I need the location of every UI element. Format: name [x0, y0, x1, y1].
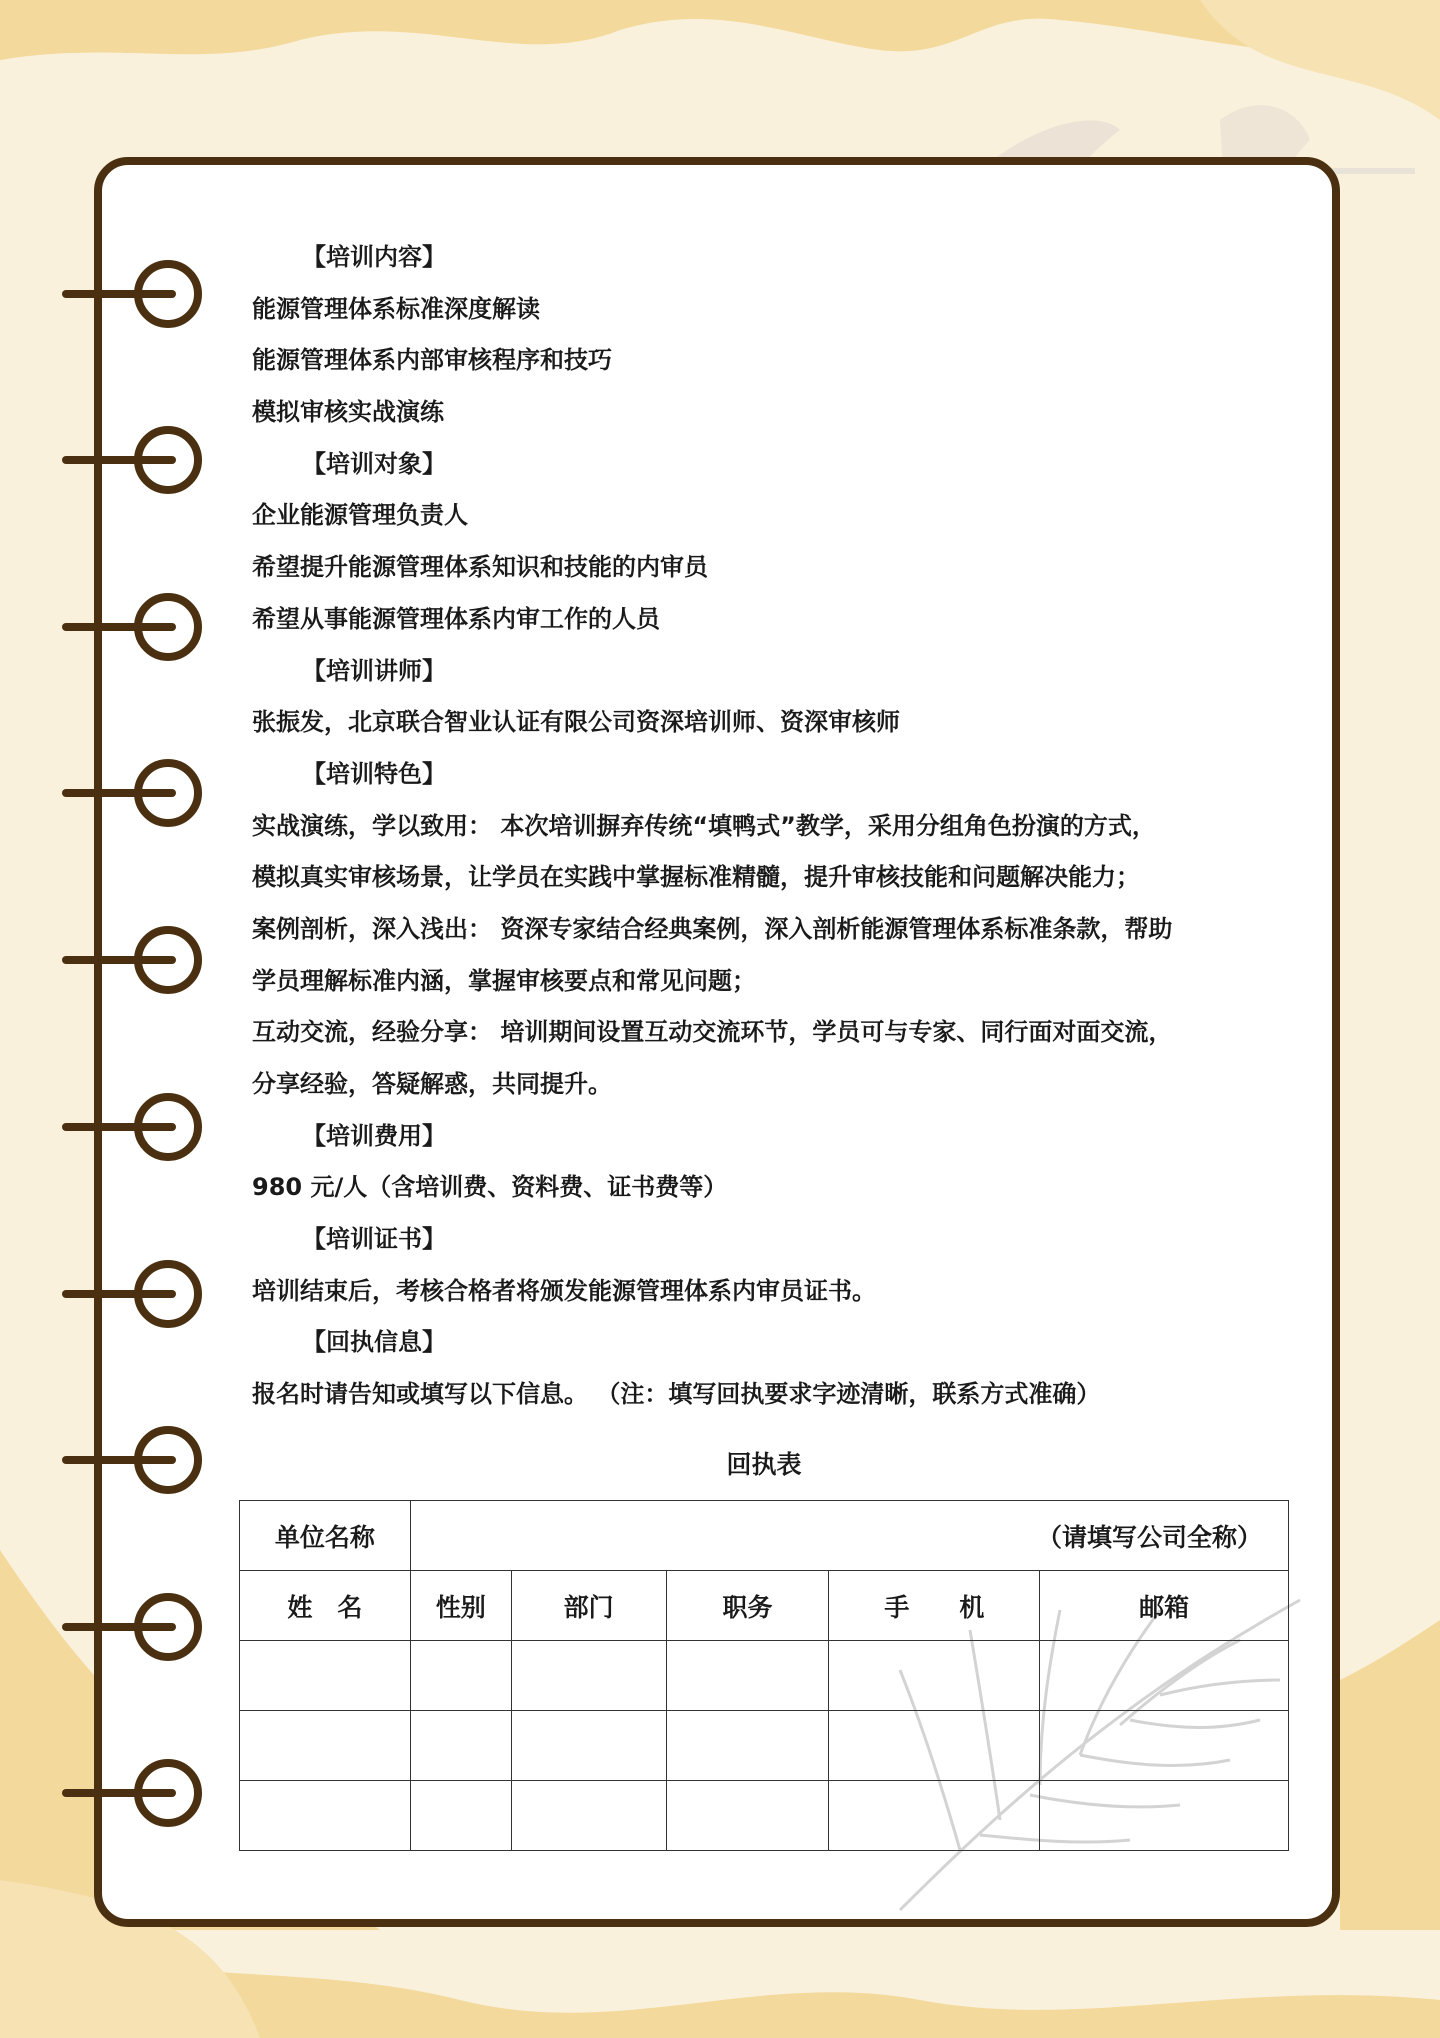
table-row [240, 1711, 1289, 1781]
binder-ring-icon [62, 1753, 212, 1833]
binder-ring-icon [62, 1587, 212, 1667]
binder-ring-icon [62, 587, 212, 667]
audience-line: 希望从事能源管理体系内审工作的人员 [252, 604, 660, 633]
section-heading-certificate: 【培训证书】 [302, 1225, 446, 1254]
position-cell[interactable] [666, 1641, 829, 1711]
email-cell[interactable] [1040, 1711, 1289, 1781]
department-cell[interactable] [511, 1711, 666, 1781]
table-header-row [240, 1571, 1289, 1641]
department-cell[interactable] [511, 1781, 666, 1851]
lecturer-line: 张振发，北京联合智业认证有限公司资深培训师、资深审核师 [252, 708, 900, 737]
name-cell[interactable] [240, 1711, 411, 1781]
audience-line: 企业能源管理负责人 [252, 501, 468, 530]
unit-name-label: 单位名称 [240, 1501, 411, 1571]
content-line: 模拟审核实战演练 [252, 398, 444, 427]
name-cell[interactable] [240, 1641, 411, 1711]
feature-line: 模拟真实审核场景，让学员在实践中掌握标准精髓，提升审核技能和问题解决能力； [252, 863, 1140, 892]
audience-line: 希望提升能源管理体系知识和技能的内审员 [252, 553, 708, 582]
content-line: 能源管理体系内部审核程序和技巧 [252, 346, 612, 375]
feature-line: 学员理解标准内涵，掌握审核要点和常见问题； [252, 966, 756, 995]
binder-ring-icon [62, 1254, 212, 1334]
section-heading-fee: 【培训费用】 [302, 1121, 446, 1150]
binder-ring-icon [62, 254, 212, 334]
column-header-email: 邮箱 [1040, 1571, 1289, 1641]
section-heading-audience: 【培训对象】 [302, 449, 446, 478]
column-header-position: 职务 [666, 1571, 829, 1641]
email-cell[interactable] [1040, 1781, 1289, 1851]
email-cell[interactable] [1040, 1641, 1289, 1711]
receipt-info-line: 报名时请告知或填写以下信息。 （注：填写回执要求字迹清晰，联系方式准确） [252, 1380, 1101, 1409]
binder-ring-icon [62, 420, 212, 500]
section-heading-receipt-info: 【回执信息】 [302, 1328, 446, 1357]
column-header-name: 姓 名 [240, 1571, 411, 1641]
column-header-department: 部门 [511, 1571, 666, 1641]
mobile-cell[interactable] [829, 1641, 1040, 1711]
feature-line: 分享经验，答疑解惑，共同提升。 [252, 1070, 612, 1098]
position-cell[interactable] [666, 1781, 829, 1851]
department-cell[interactable] [511, 1641, 666, 1711]
gender-cell[interactable] [410, 1781, 511, 1851]
table-row [240, 1501, 1289, 1571]
binder-ring-icon [62, 920, 212, 1000]
binder-ring-icon [62, 753, 212, 833]
column-header-gender: 性别 [410, 1571, 511, 1641]
table-row [240, 1781, 1289, 1851]
receipt-title: 回执表 [726, 1450, 802, 1479]
section-heading-lecturer: 【培训讲师】 [302, 656, 446, 685]
column-header-mobile: 手 机 [829, 1571, 1040, 1641]
gender-cell[interactable] [410, 1641, 511, 1711]
certificate-line: 培训结束后，考核合格者将颁发能源管理体系内审员证书。 [252, 1276, 876, 1305]
document-body [252, 232, 1302, 1421]
position-cell[interactable] [666, 1711, 829, 1781]
feature-line: 实战演练，学以致用： 本次培训摒弃传统“填鸭式”教学，采用分组角色扮演的方式， [252, 811, 1156, 840]
feature-line: 案例剖析，深入浅出： 资深专家结合经典案例，深入剖析能源管理体系标准条款，帮助 [252, 914, 1173, 943]
content-line: 能源管理体系标准深度解读 [252, 294, 540, 323]
section-heading-features: 【培训特色】 [302, 759, 446, 788]
section-heading-content: 【培训内容】 [302, 243, 446, 271]
mobile-cell[interactable] [829, 1711, 1040, 1781]
binder-ring-icon [62, 1420, 212, 1500]
table-row [240, 1641, 1289, 1711]
gender-cell[interactable] [410, 1711, 511, 1781]
feature-line: 互动交流，经验分享： 培训期间设置互动交流环节，学员可与专家、同行面对面交流， [252, 1018, 1173, 1047]
mobile-cell[interactable] [829, 1781, 1040, 1851]
binder-ring-icon [62, 1087, 212, 1167]
name-cell[interactable] [240, 1781, 411, 1851]
receipt-table [239, 1500, 1289, 1851]
fee-line: 980 元/人（含培训费、资料费、证书费等） [252, 1173, 728, 1202]
unit-name-field[interactable]: （请填写公司全称） [410, 1501, 1288, 1571]
